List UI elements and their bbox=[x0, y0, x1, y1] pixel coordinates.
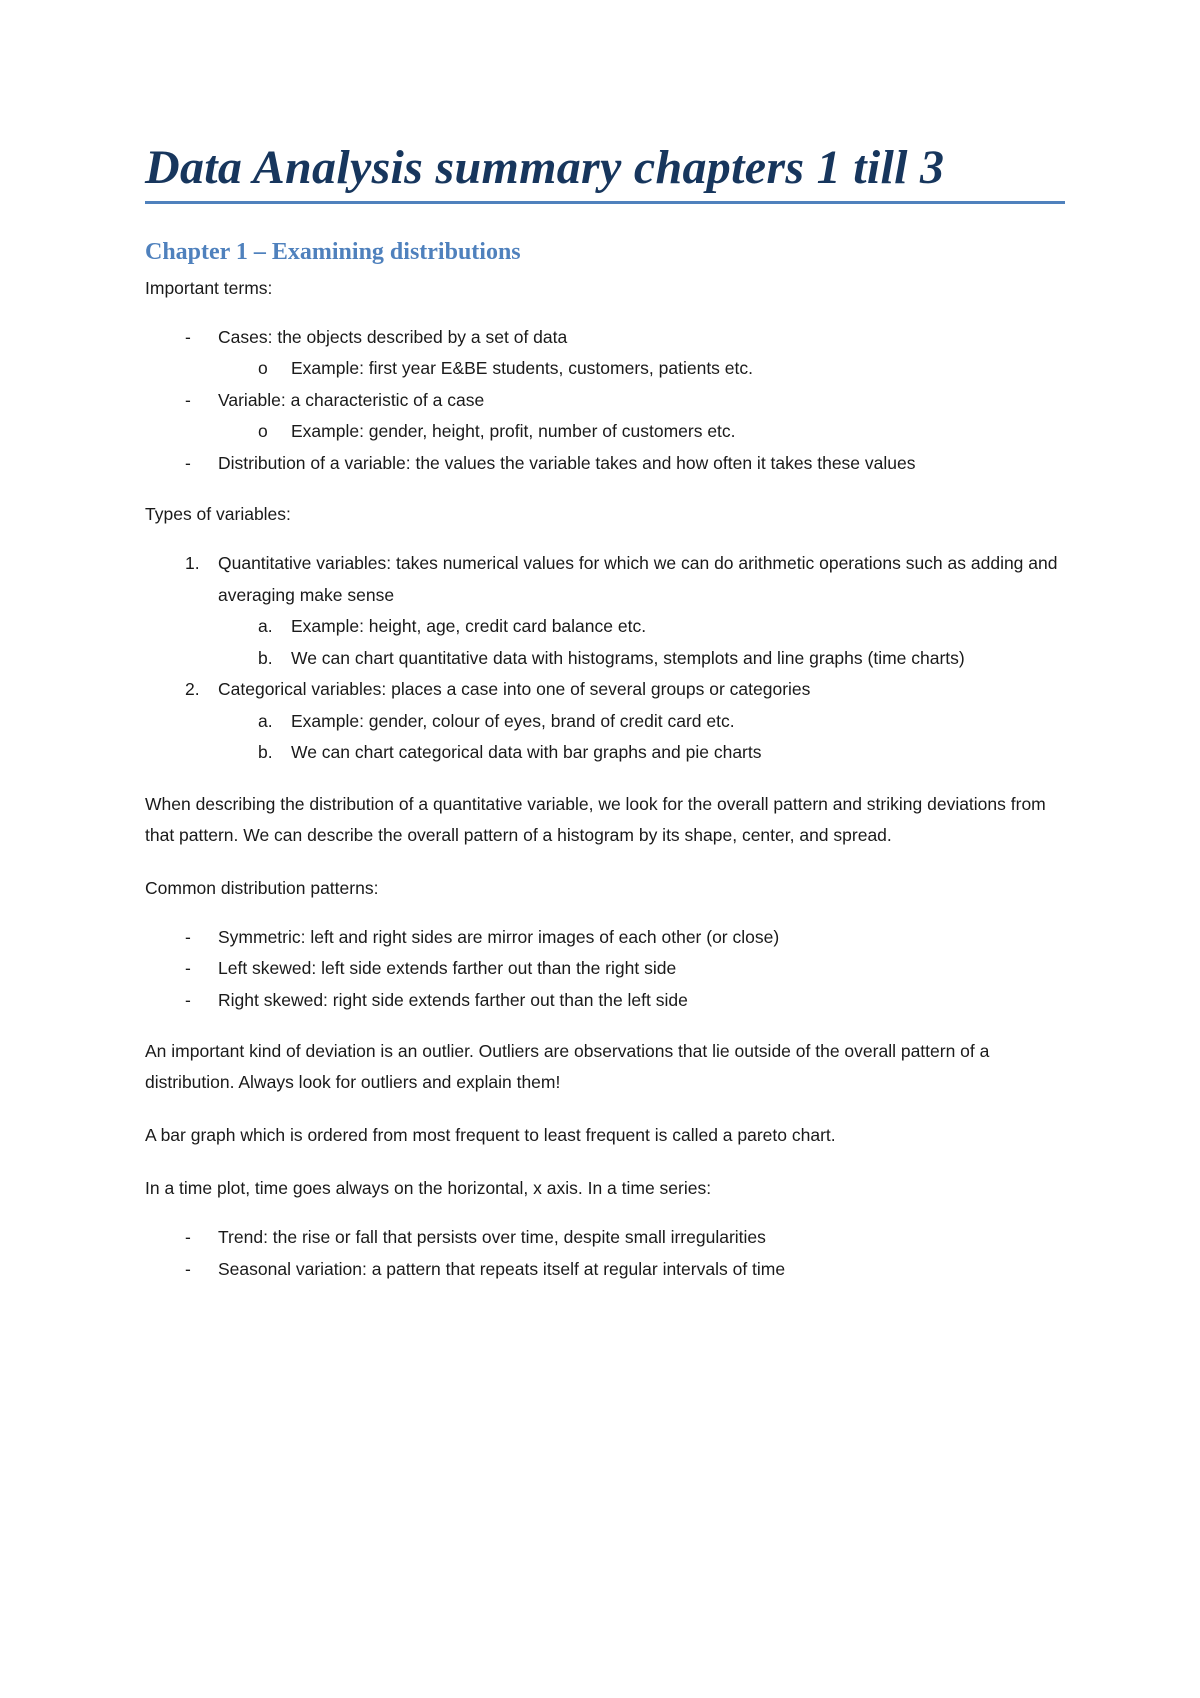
sub-list-item-text: We can chart categorical data with bar graphs and pie charts bbox=[291, 742, 762, 763]
outlier-paragraph: An important kind of deviation is an outlier. Outliers are observations that lie outside of the overall pattern of a distribution. Always look for outliers and explain them! bbox=[145, 1041, 990, 1093]
document-title: Data Analysis summary chapters 1 till 3 bbox=[145, 141, 945, 194]
sub-list-item-text: Example: gender, height, profit, number of customers etc. bbox=[291, 421, 736, 442]
list-marker: - bbox=[185, 1258, 191, 1279]
patterns-label: Common distribution patterns: bbox=[145, 877, 379, 898]
list-marker: - bbox=[185, 958, 191, 979]
list-marker: - bbox=[185, 389, 191, 410]
sub-list-item bbox=[218, 611, 1065, 643]
list-item bbox=[145, 1254, 1065, 1286]
list-item-text: Quantitative variables: takes numerical values for which we can do arithmetic operations such as adding and averaging make sense bbox=[218, 553, 1058, 605]
list-item bbox=[145, 985, 1065, 1017]
list-marker: - bbox=[185, 989, 191, 1010]
list-item-text: Left skewed: left side extends farther out than the right side bbox=[218, 958, 677, 979]
list-item bbox=[145, 385, 1065, 448]
list-item-text: Categorical variables: places a case into one of several groups or categories bbox=[218, 679, 811, 700]
list-item bbox=[145, 322, 1065, 385]
types-label: Types of variables: bbox=[145, 504, 291, 525]
list-marker: - bbox=[185, 926, 191, 947]
sub-list-item bbox=[218, 737, 1065, 769]
list-marker: a. bbox=[258, 616, 273, 637]
list-marker: - bbox=[185, 1227, 191, 1248]
list-item-text: Right skewed: right side extends farther out than the left side bbox=[218, 989, 688, 1010]
list-item bbox=[145, 674, 1065, 769]
list-marker: a. bbox=[258, 710, 273, 731]
list-marker: - bbox=[185, 326, 191, 347]
sub-list-item-text: Example: gender, colour of eyes, brand of credit card etc. bbox=[291, 710, 735, 731]
sub-list bbox=[218, 353, 1065, 385]
chapter-heading: Chapter 1 – Examining distributions bbox=[145, 239, 521, 266]
list-item-text: Variable: a characteristic of a case bbox=[218, 389, 485, 410]
list-marker: b. bbox=[258, 742, 273, 763]
sub-list bbox=[218, 416, 1065, 448]
list-item-text: Seasonal variation: a pattern that repeats itself at regular intervals of time bbox=[218, 1258, 786, 1279]
list-marker: o bbox=[258, 358, 268, 379]
sub-list-item bbox=[218, 643, 1065, 675]
sub-list bbox=[218, 706, 1065, 769]
patterns-list bbox=[145, 922, 1065, 1017]
sub-list-item-text: We can chart quantitative data with histograms, stemplots and line graphs (time charts) bbox=[291, 647, 965, 668]
important-terms-label: Important terms: bbox=[145, 277, 273, 298]
sub-list-item bbox=[218, 416, 1065, 448]
list-marker: 1. bbox=[185, 553, 200, 574]
sub-list-item-text: Example: height, age, credit card balance etc. bbox=[291, 616, 647, 637]
list-item-text: Cases: the objects described by a set of data bbox=[218, 326, 568, 347]
list-item bbox=[145, 448, 1065, 480]
list-item-text: Symmetric: left and right sides are mirror images of each other (or close) bbox=[218, 926, 780, 947]
sub-list bbox=[218, 611, 1065, 674]
sub-list-item-text: Example: first year E&BE students, customers, patients etc. bbox=[291, 358, 753, 379]
time-series-list bbox=[145, 1222, 1065, 1285]
describing-paragraph: When describing the distribution of a quantitative variable, we look for the overall pattern and striking deviations from that pattern. We can describe the overall pattern of a histogram by its shape, center, and spread. bbox=[145, 793, 1046, 845]
sub-list-item bbox=[218, 706, 1065, 738]
list-item bbox=[145, 953, 1065, 985]
list-marker: 2. bbox=[185, 679, 200, 700]
list-marker: b. bbox=[258, 647, 273, 668]
sub-list-item bbox=[218, 353, 1065, 385]
list-item bbox=[145, 548, 1065, 674]
pareto-paragraph: A bar graph which is ordered from most frequent to least frequent is called a pareto chart. bbox=[145, 1125, 836, 1146]
time-paragraph: In a time plot, time goes always on the horizontal, x axis. In a time series: bbox=[145, 1178, 712, 1199]
list-item-text: Distribution of a variable: the values the variable takes and how often it takes these values bbox=[218, 452, 916, 473]
list-marker: o bbox=[258, 421, 268, 442]
list-marker: - bbox=[185, 452, 191, 473]
document-page bbox=[145, 140, 1065, 1305]
terms-list bbox=[145, 322, 1065, 480]
list-item bbox=[145, 922, 1065, 954]
list-item bbox=[145, 1222, 1065, 1254]
title-underline bbox=[145, 201, 1065, 204]
list-item-text: Trend: the rise or fall that persists over time, despite small irregularities bbox=[218, 1227, 766, 1248]
types-list bbox=[145, 548, 1065, 769]
